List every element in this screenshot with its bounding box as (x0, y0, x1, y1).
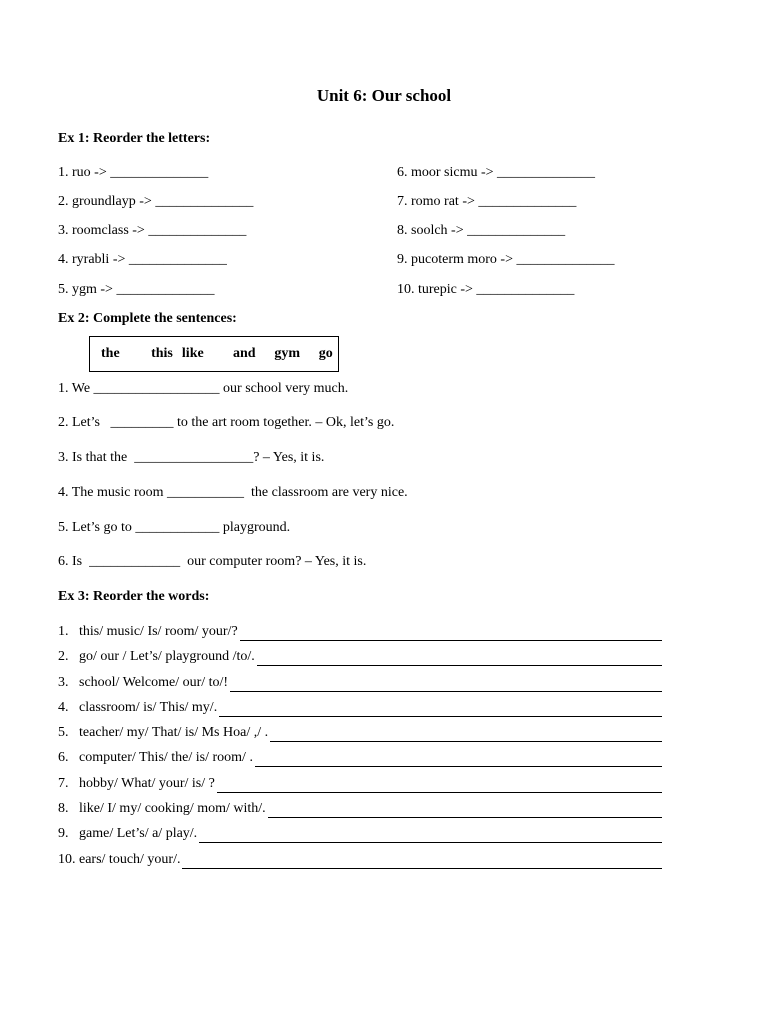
ex3-item (58, 851, 662, 869)
ex1-item: 1. ruo -> ______________ (58, 165, 209, 180)
ex3-item (58, 724, 662, 742)
ex1-item: 4. ryrabli -> ______________ (58, 252, 227, 267)
ex2-sentence: 3. Is that the _________________? – Yes, it is. (58, 450, 325, 465)
ex3-item-number: 9. (58, 826, 69, 841)
ex3-item (58, 825, 662, 843)
word-bank-item: like (181, 346, 204, 361)
word-bank-item: gym (274, 346, 301, 361)
ex3-item-number: 6. (58, 750, 69, 765)
ex3-item (58, 623, 662, 641)
answer-line[interactable] (257, 651, 662, 666)
ex3-item-number: 2. (58, 649, 69, 664)
ex1-item: 3. roomclass -> ______________ (58, 223, 247, 238)
answer-line[interactable] (230, 677, 662, 692)
ex3-item-number: 5. (58, 725, 69, 740)
ex3-item-text: hobby/ What/ your/ is/ ? (79, 776, 215, 791)
ex1-item: 8. soolch -> ______________ (397, 223, 566, 238)
answer-line[interactable] (199, 828, 662, 843)
ex3-item (58, 699, 662, 717)
answer-line[interactable] (240, 626, 662, 641)
answer-line[interactable] (217, 778, 662, 793)
ex3-item (58, 775, 662, 793)
ex3-item (58, 800, 662, 818)
ex3-item-text: school/ Welcome/ our/ to/! (79, 675, 229, 690)
word-bank-item: this (151, 346, 173, 361)
ex1-item: 9. pucoterm moro -> ______________ (397, 252, 615, 267)
ex1-item: 6. moor sicmu -> ______________ (397, 165, 596, 180)
word-bank-box (89, 336, 339, 372)
ex3-item-number: 4. (58, 700, 69, 715)
word-bank-item: and (232, 346, 256, 361)
ex3-item (58, 749, 662, 767)
answer-line[interactable] (182, 854, 662, 869)
ex3-item-text: ears/ touch/ your/. (79, 852, 181, 867)
word-bank-item: the (101, 346, 120, 361)
ex3-heading: Ex 3: Reorder the words: (58, 589, 210, 604)
word-bank-item: go (318, 346, 333, 361)
answer-line[interactable] (270, 727, 662, 742)
ex3-item-text: teacher/ my/ That/ is/ Ms Hoa/ ,/ . (79, 725, 269, 740)
ex3-item-text: game/ Let’s/ a/ play/. (79, 826, 198, 841)
ex3-item-number: 1. (58, 624, 69, 639)
ex1-heading: Ex 1: Reorder the letters: (58, 131, 211, 146)
ex1-item: 2. groundlayp -> ______________ (58, 194, 254, 209)
ex3-item-number: 7. (58, 776, 69, 791)
ex3-item (58, 674, 662, 692)
ex3-item-text: classroom/ is/ This/ my/. (79, 700, 218, 715)
ex1-item: 5. ygm -> ______________ (58, 282, 215, 297)
ex3-item-number: 3. (58, 675, 69, 690)
ex3-item-text: like/ I/ my/ cooking/ mom/ with/. (79, 801, 266, 816)
ex2-sentence: 1. We __________________ our school very much. (58, 381, 349, 396)
ex2-sentence: 5. Let’s go to ____________ playground. (58, 520, 291, 535)
answer-line[interactable] (268, 803, 662, 818)
answer-line[interactable] (255, 752, 662, 767)
page-title: Unit 6: Our school (316, 86, 452, 105)
ex1-item: 10. turepic -> ______________ (397, 282, 575, 297)
ex3-item (58, 648, 662, 666)
ex2-sentence: 2. Let’s _________ to the art room together. – Ok, let’s go. (58, 415, 395, 430)
ex3-item-text: go/ our / Let’s/ playground /to/. (79, 649, 255, 664)
ex3-item-number: 10. (58, 852, 76, 867)
answer-line[interactable] (219, 702, 662, 717)
ex2-sentence: 6. Is _____________ our computer room? – Yes, it is. (58, 554, 367, 569)
ex3-item-text: computer/ This/ the/ is/ room/ . (79, 750, 253, 765)
ex3-item-text: this/ music/ Is/ room/ your/? (79, 624, 238, 639)
ex2-sentence: 4. The music room ___________ the classroom are very nice. (58, 485, 408, 500)
ex2-heading: Ex 2: Complete the sentences: (58, 311, 237, 326)
ex3-item-number: 8. (58, 801, 69, 816)
ex1-item: 7. romo rat -> ______________ (397, 194, 577, 209)
